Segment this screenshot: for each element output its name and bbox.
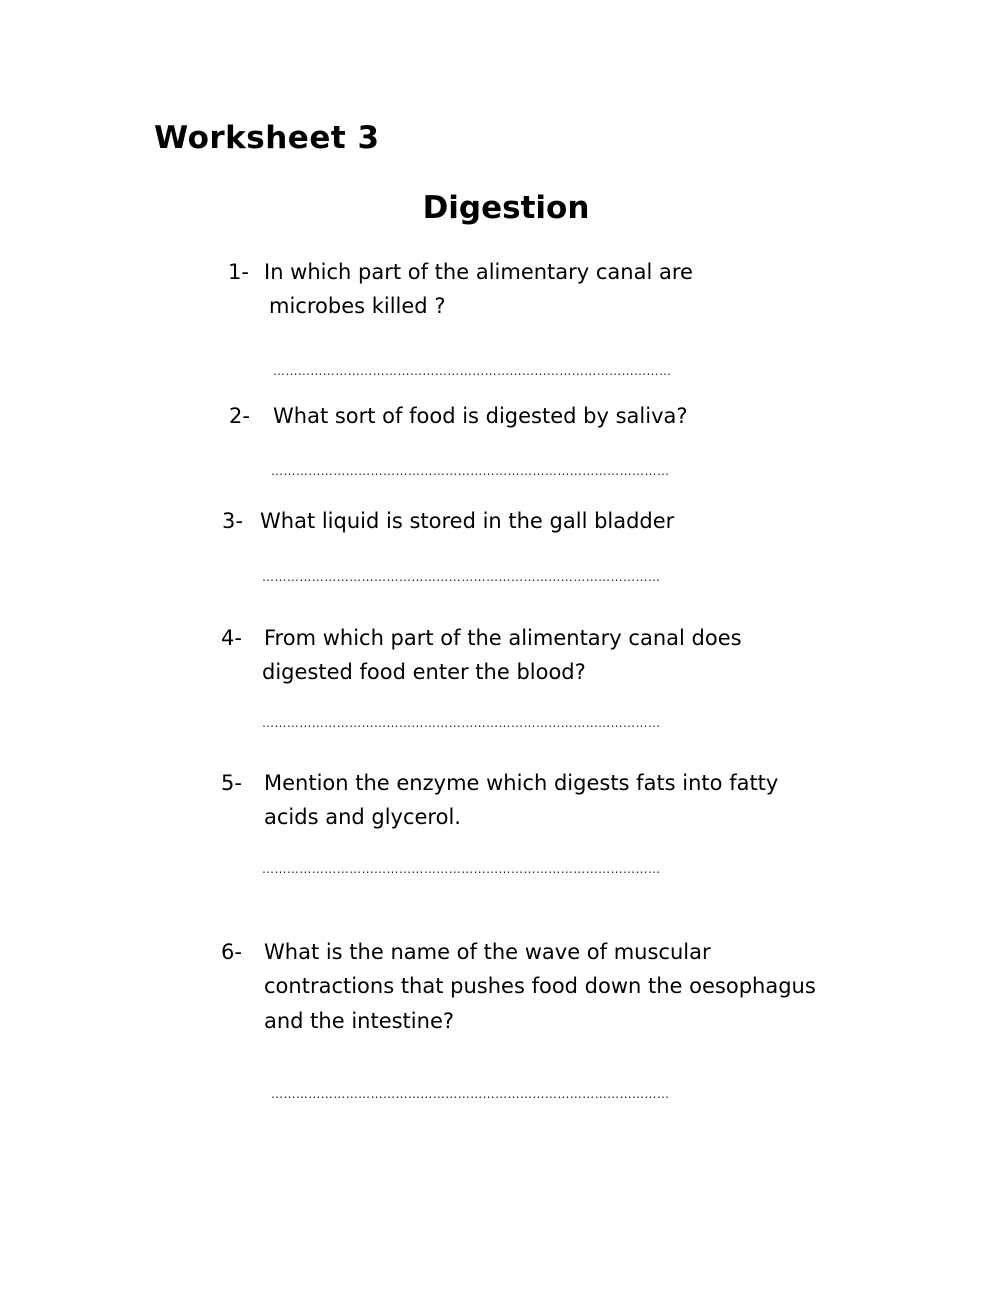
topic-title: Digestion — [422, 190, 590, 226]
answer-line-5[interactable]: …………………………………………………………………………………… — [262, 862, 661, 876]
answer-line-3[interactable]: …………………………………………………………………………………… — [262, 570, 661, 584]
question-4-number: 4- — [221, 626, 242, 650]
question-2-text-line-1: What sort of food is digested by saliva? — [273, 404, 688, 428]
question-1-number: 1- — [228, 260, 249, 284]
question-4-text-line-1: From which part of the alimentary canal does — [264, 626, 742, 650]
answer-line-4[interactable]: …………………………………………………………………………………… — [262, 716, 661, 730]
question-6-text-line-3: and the intestine? — [264, 1009, 455, 1033]
answer-line-2[interactable]: …………………………………………………………………………………… — [271, 464, 670, 478]
question-2-number: 2- — [229, 404, 250, 428]
question-1-text-line-2: microbes killed ? — [269, 294, 446, 318]
question-6-text-line-1: What is the name of the wave of muscular — [264, 940, 711, 964]
answer-line-6[interactable]: …………………………………………………………………………………… — [271, 1087, 670, 1101]
question-5-text-line-1: Mention the enzyme which digests fats into fatty — [264, 771, 779, 795]
question-5-text-line-2: acids and glycerol. — [264, 805, 461, 829]
worksheet-title: Worksheet 3 — [154, 120, 380, 156]
question-3-text-line-1: What liquid is stored in the gall bladder — [260, 509, 675, 533]
question-3-number: 3- — [222, 509, 243, 533]
question-4-text-line-2: digested food enter the blood? — [262, 660, 586, 684]
question-6-text-line-2: contractions that pushes food down the oesophagus — [264, 974, 816, 998]
question-6-number: 6- — [221, 940, 242, 964]
question-5-number: 5- — [221, 771, 242, 795]
answer-line-1[interactable]: …………………………………………………………………………………… — [273, 364, 672, 378]
question-1-text-line-1: In which part of the alimentary canal are — [264, 260, 693, 284]
